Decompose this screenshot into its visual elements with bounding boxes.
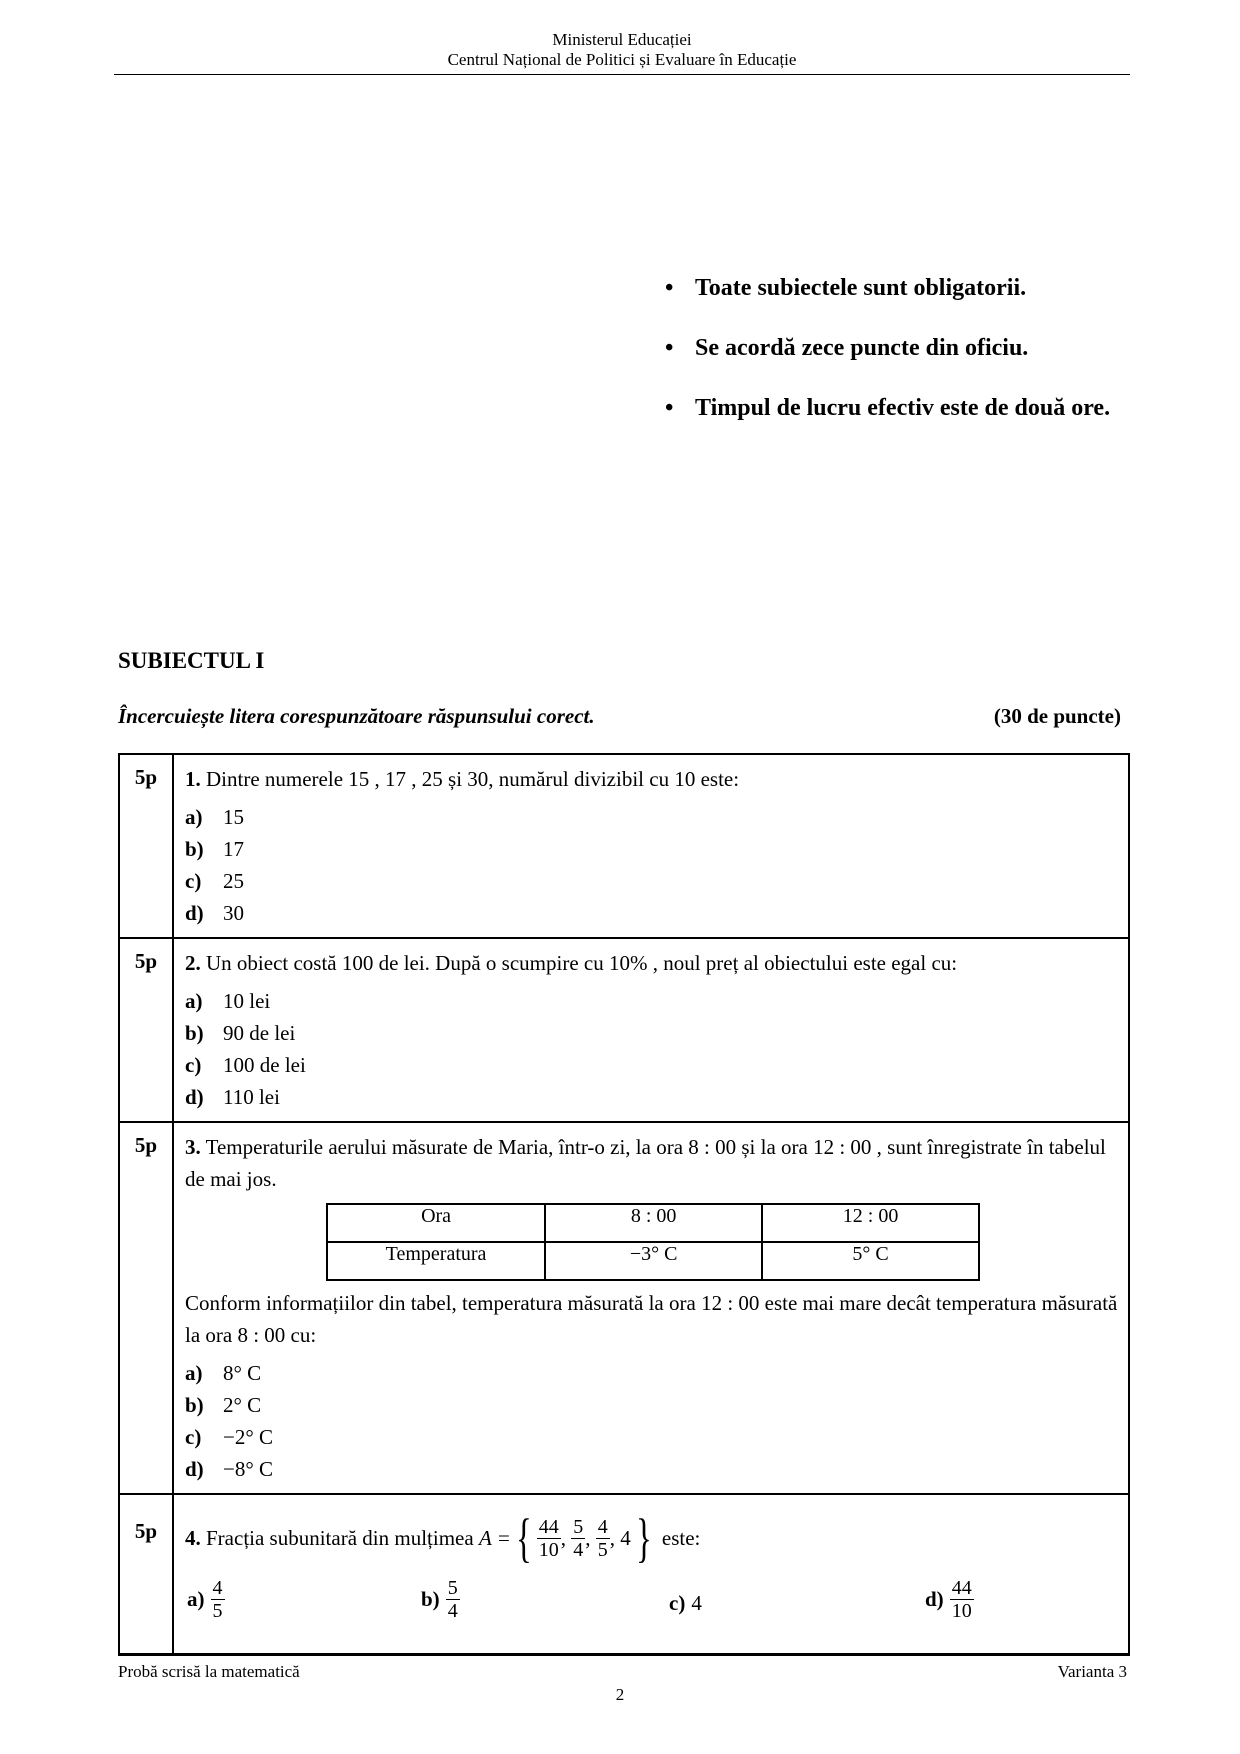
- answer-option[interactable]: [185, 1357, 1118, 1389]
- option-value: 10 lei: [223, 989, 271, 1013]
- table-cell: 5° C: [762, 1242, 979, 1280]
- footer-divider: [118, 1655, 1130, 1656]
- answer-option[interactable]: [185, 865, 1118, 897]
- option-value: −2° C: [223, 1425, 273, 1449]
- answer-option[interactable]: [185, 801, 1118, 833]
- question-number: 4.: [185, 1525, 201, 1550]
- question-points: 5p: [119, 1494, 173, 1654]
- temperature-row: [327, 1242, 979, 1280]
- question-number: 3.: [185, 1135, 201, 1159]
- option-label: a): [185, 805, 203, 829]
- question-content: [173, 754, 1129, 938]
- option-value: −8° C: [223, 1457, 273, 1481]
- fraction: [571, 1516, 585, 1561]
- table-cell: 12 : 00: [762, 1204, 979, 1242]
- subject-points: (30 de puncte): [993, 704, 1121, 728]
- question-content: [173, 1494, 1129, 1654]
- option-label: a): [187, 1587, 205, 1611]
- right-brace-icon: }: [635, 1508, 652, 1568]
- answer-option[interactable]: [185, 1389, 1118, 1421]
- answer-option[interactable]: [185, 1081, 1118, 1113]
- header-divider: [114, 74, 1130, 75]
- page-header: [114, 30, 1130, 70]
- question-text: [185, 947, 1118, 979]
- answer-option[interactable]: [185, 985, 1118, 1017]
- header-center: Centrul Național de Politici și Evaluare în Educație: [447, 50, 797, 69]
- denominator: 4: [573, 1538, 584, 1561]
- option-label: d): [925, 1587, 944, 1611]
- fraction: [537, 1516, 561, 1561]
- option-label: d): [185, 1457, 204, 1481]
- answer-options: [185, 801, 1118, 929]
- question-number: 1.: [185, 767, 201, 791]
- option-label: c): [669, 1591, 686, 1615]
- option-value: 25: [223, 869, 244, 893]
- question-number: 2.: [185, 951, 201, 975]
- denominator: 4: [447, 1600, 458, 1622]
- denominator: 10: [951, 1600, 972, 1622]
- denominator: 5: [597, 1538, 608, 1561]
- option-value: 8° C: [223, 1361, 262, 1385]
- fraction: [211, 1577, 225, 1622]
- question-content: [173, 938, 1129, 1122]
- option-value: 4: [691, 1591, 702, 1615]
- temperature-row: [327, 1204, 979, 1242]
- answer-option[interactable]: [185, 897, 1118, 929]
- option-value: 17: [223, 837, 244, 861]
- option-value: 30: [223, 901, 244, 925]
- question-points: 5p: [119, 754, 173, 938]
- question-text: 4. Fracția subunitară din mulțimea A = { $\frac{44}{10}$ , $\frac{5}{4}$ , $\frac{4}{5}$ , 4 } este:: [185, 1508, 701, 1568]
- question-points: 5p: [119, 1122, 173, 1494]
- option-label: d): [185, 901, 204, 925]
- question-row: [119, 1494, 1129, 1654]
- temperature-table: [326, 1203, 980, 1281]
- numerator: 44: [951, 1577, 972, 1599]
- footer-exam-name: Probă scrisă la matematică: [118, 1662, 300, 1681]
- numerator: 5: [573, 1515, 584, 1538]
- numerator: 44: [538, 1515, 559, 1538]
- question-content: [173, 1122, 1129, 1494]
- answer-option[interactable]: [187, 1577, 225, 1622]
- left-brace-icon: {: [515, 1508, 532, 1568]
- question-statement: Temperaturile aerului măsurate de Maria, într-o zi, la ora 8 : 00 și la ora 12 : 00 , sunt înregistrate în tabelul de mai jos.: [185, 1135, 1106, 1191]
- option-label: b): [421, 1587, 440, 1611]
- denominator: 5: [212, 1600, 223, 1622]
- subject-instruction-row: [118, 704, 1121, 729]
- denominator: 10: [538, 1538, 559, 1561]
- question-statement: Un obiect costă 100 de lei. După o scumpire cu 10% , noul preț al obiectului este egal cu:: [206, 951, 958, 975]
- numerator: 4: [212, 1577, 223, 1599]
- option-value: 2° C: [223, 1393, 262, 1417]
- answer-options: [185, 1357, 1118, 1485]
- answer-options: [185, 1573, 1118, 1645]
- answer-option[interactable]: [669, 1591, 702, 1616]
- option-value: 110 lei: [223, 1085, 280, 1109]
- fraction: [950, 1577, 974, 1622]
- option-label: c): [185, 1053, 202, 1077]
- question-row: [119, 938, 1129, 1122]
- question-row: [119, 754, 1129, 938]
- table-cell: Ora: [327, 1204, 545, 1242]
- footer-variant: Varianta 3: [1057, 1662, 1127, 1681]
- page-number: 2: [615, 1685, 625, 1704]
- answer-option[interactable]: [421, 1577, 460, 1622]
- question-ending: este:: [661, 1525, 701, 1550]
- option-value: 90 de lei: [223, 1021, 296, 1045]
- question-text: [185, 1131, 1118, 1195]
- answer-option[interactable]: [185, 1453, 1118, 1485]
- set-name: A =: [478, 1525, 511, 1550]
- question-row: [119, 1122, 1129, 1494]
- option-label: b): [185, 837, 204, 861]
- option-label: b): [185, 1021, 204, 1045]
- header-ministry: Ministerul Educației: [552, 30, 692, 49]
- answer-option[interactable]: [185, 1049, 1118, 1081]
- instruction-item: • Se acordă zece puncte din oficiu.: [665, 328, 1110, 388]
- option-label: b): [185, 1393, 204, 1417]
- questions-table: [118, 753, 1130, 1655]
- fraction: [596, 1516, 610, 1561]
- answer-option[interactable]: [185, 833, 1118, 865]
- answer-option[interactable]: [925, 1577, 974, 1622]
- table-cell: −3° C: [545, 1242, 762, 1280]
- instruction-item: • Timpul de lucru efectiv este de două ore.: [665, 388, 1110, 448]
- option-value: 100 de lei: [223, 1053, 306, 1077]
- set-element: 4: [620, 1525, 631, 1550]
- question-text: [185, 763, 1118, 795]
- answer-options: [185, 985, 1118, 1113]
- instruction-list: [665, 268, 1110, 448]
- numerator: 4: [597, 1515, 608, 1538]
- option-value: 15: [223, 805, 244, 829]
- table-cell: 8 : 00: [545, 1204, 762, 1242]
- table-cell: Temperatura: [327, 1242, 545, 1280]
- question-points: 5p: [119, 938, 173, 1122]
- subject-title: SUBIECTUL I: [118, 648, 265, 673]
- option-label: a): [185, 1361, 203, 1385]
- instruction-item: • Toate subiectele sunt obligatorii.: [665, 268, 1110, 328]
- option-label: c): [185, 1425, 202, 1449]
- question-statement: Fracția subunitară din mulțimea: [206, 1525, 474, 1550]
- option-label: c): [185, 869, 202, 893]
- option-label: a): [185, 989, 203, 1013]
- fraction: [446, 1577, 460, 1622]
- subject-instruction: Încercuiește litera corespunzătoare răspunsului corect.: [118, 704, 595, 728]
- answer-option[interactable]: [185, 1421, 1118, 1453]
- question-statement: Dintre numerele 15 , 17 , 25 și 30, numărul divizibil cu 10 este:: [206, 767, 740, 791]
- option-label: d): [185, 1085, 204, 1109]
- answer-option[interactable]: [185, 1017, 1118, 1049]
- question-followup: Conform informațiilor din tabel, temperatura măsurată la ora 12 : 00 este mai mare decât temperatura măsurată la ora 8 : 00 cu:: [185, 1291, 1118, 1347]
- numerator: 5: [447, 1577, 458, 1599]
